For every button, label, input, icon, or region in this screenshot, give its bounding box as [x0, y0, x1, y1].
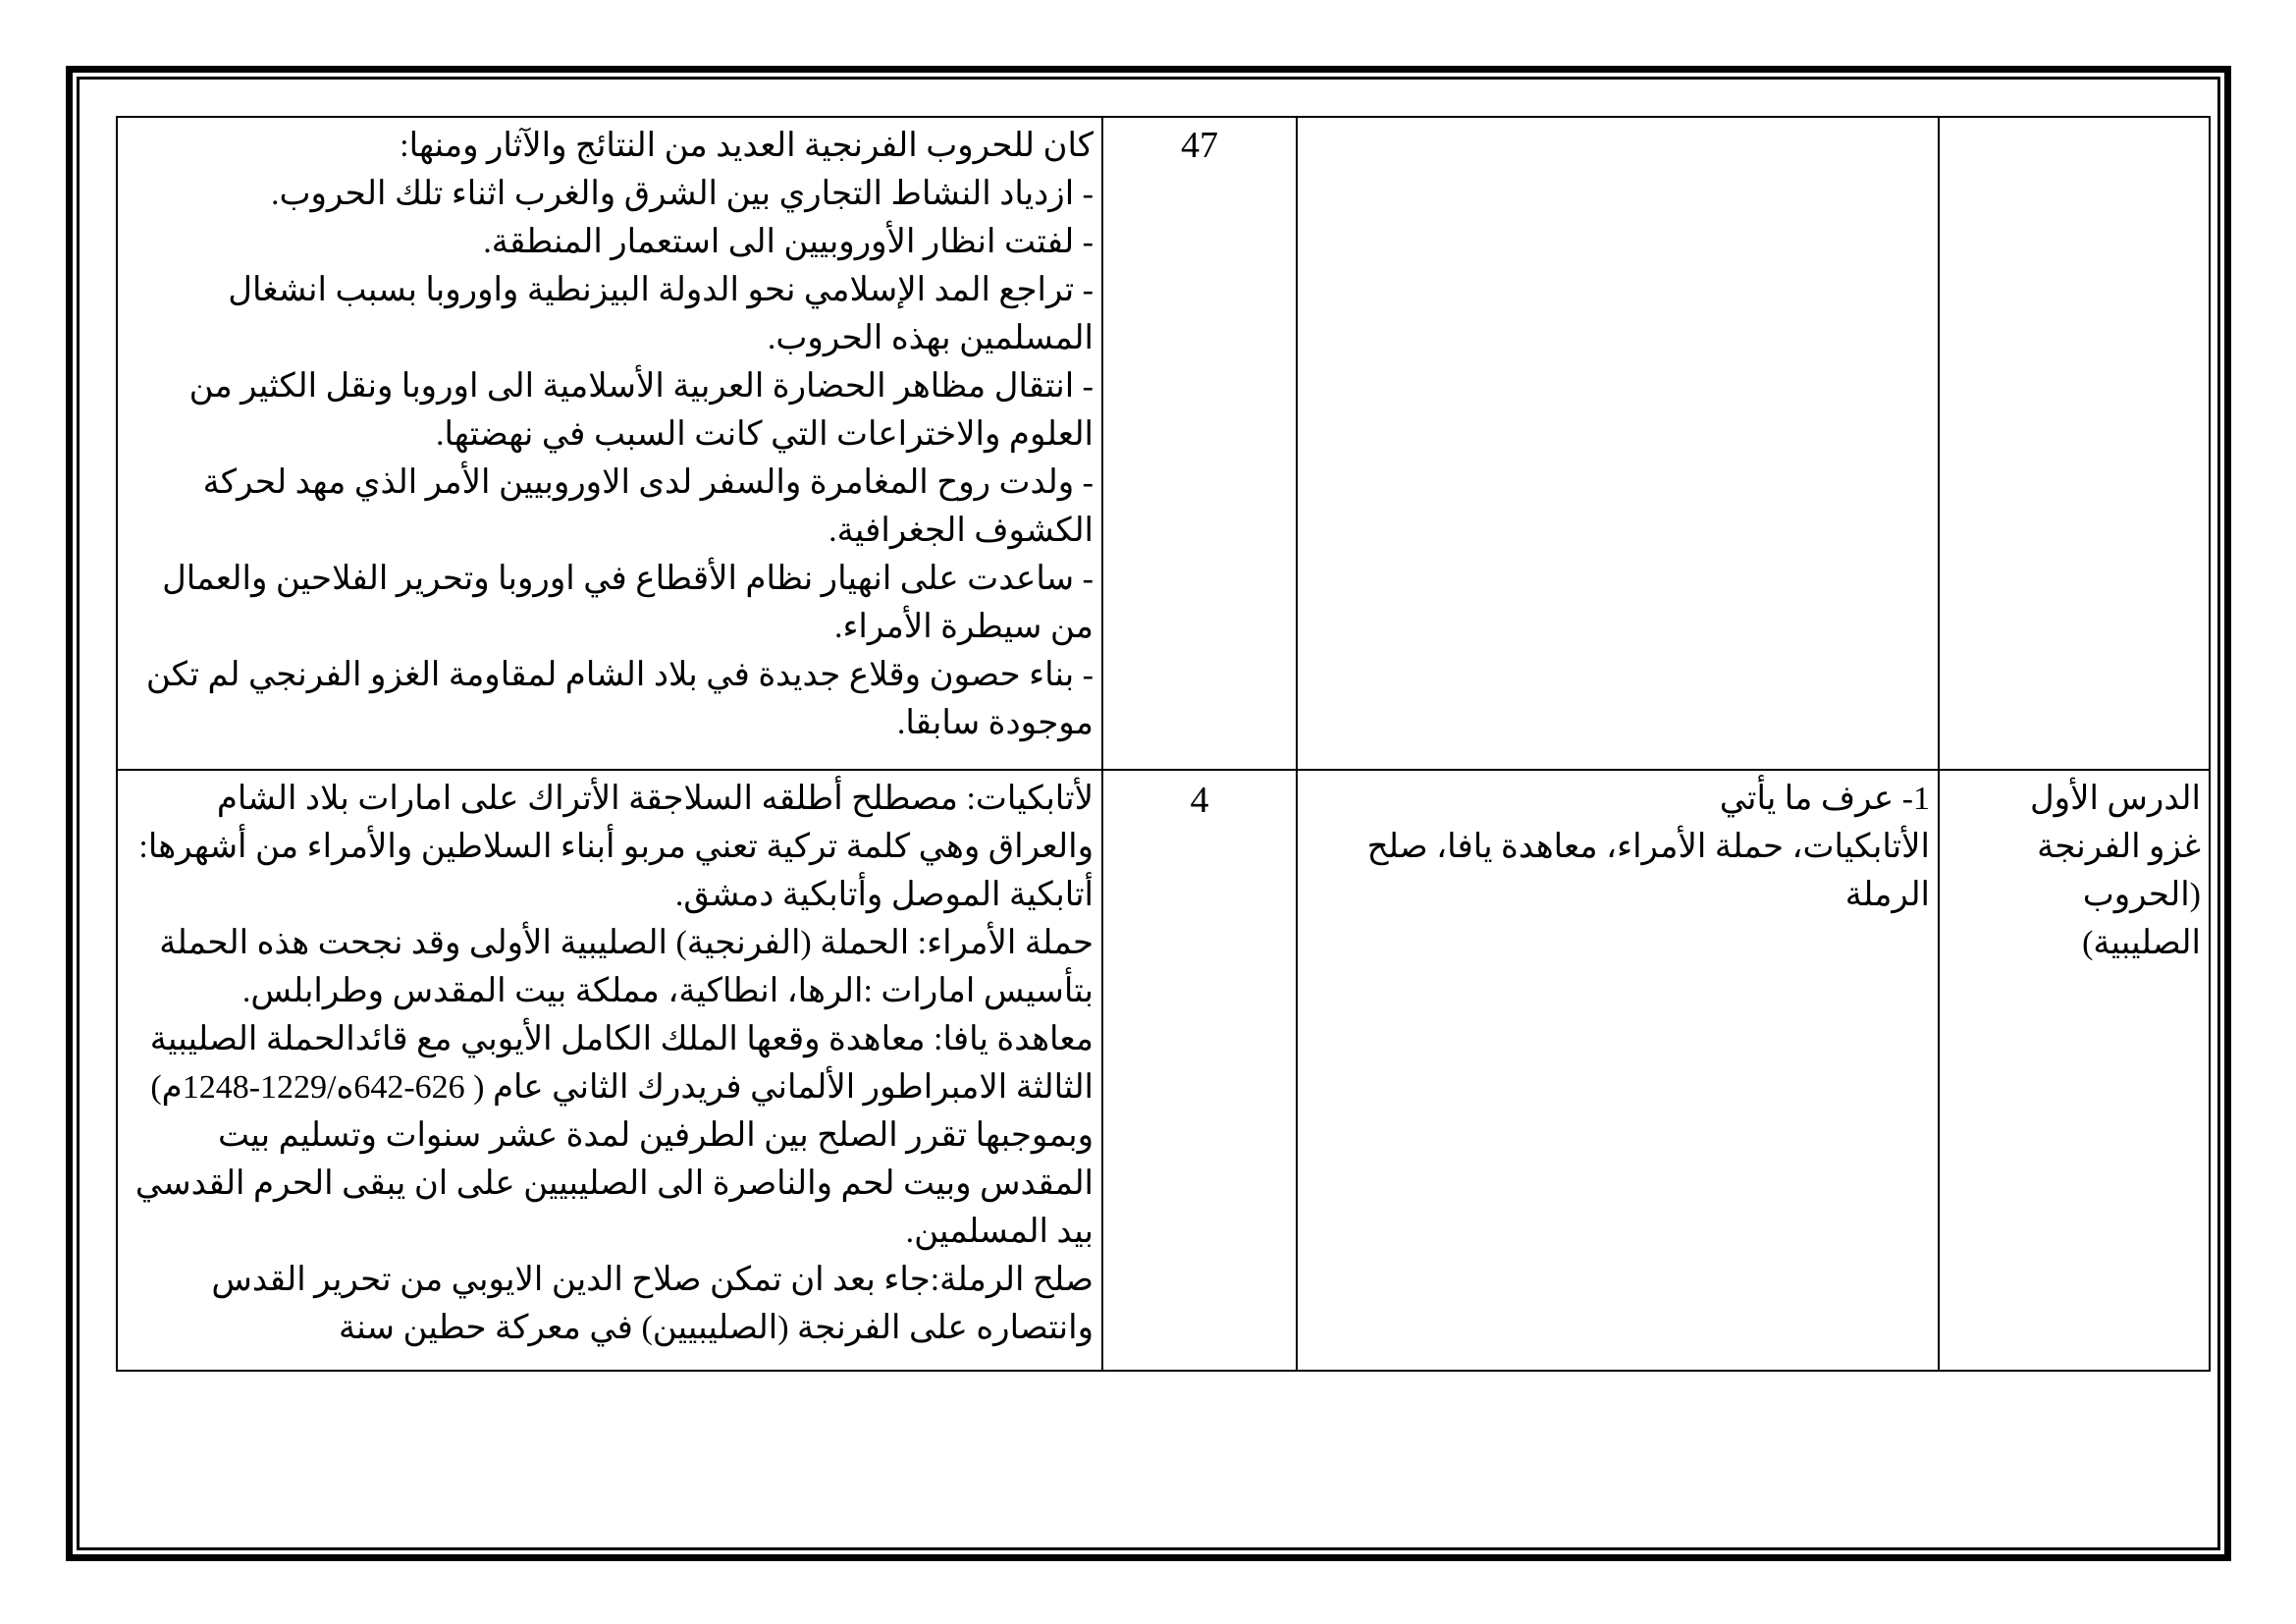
page-number-cell	[1102, 770, 1297, 1371]
objective-line: الأتابكيات، حملة الأمراء، معاهدة يافا، صلح الرملة	[1366, 829, 1930, 913]
content-cell	[117, 117, 1102, 770]
lesson-title-line: (الحروب	[2082, 877, 2201, 913]
lesson-cell	[1939, 117, 2210, 770]
content-line: - بناء حصون وقلاع جديدة في بلاد الشام لمقاومة الغزو الفرنجي لم تكن موجودة سابقا.	[145, 657, 1094, 741]
objective-cell	[1297, 770, 1939, 1371]
lesson-title-line: غزو الفرنجة	[2037, 829, 2201, 865]
page-number: 47	[1181, 125, 1218, 166]
content-line: - ساعدت على انهيار نظام الأقطاع في اوروبا وتحرير الفلاحين والعمال من سيطرة الأمراء.	[162, 561, 1094, 645]
content-line: كان للحروب الفرنجية العديد من النتائج والآثار ومنها:	[400, 128, 1094, 164]
content-line: - تراجع المد الإسلامي نحو الدولة البيزنطية واوروبا بسبب انشغال المسلمين بهذه الحروب.	[228, 272, 1094, 356]
page-number-cell	[1102, 117, 1297, 770]
content-line: - لفتت انظار الأوروبيين الى استعمار المنطقة.	[483, 224, 1094, 260]
content-line: - انتقال مظاهر الحضارة العربية الأسلامية الى اوروبا ونقل الكثير من العلوم والاختراعات التي كانت السبب في نهضتها.	[188, 368, 1094, 453]
lesson-cell	[1939, 770, 2210, 1371]
lesson-title-line: الصليبية)	[2082, 925, 2201, 961]
objective-line: 1- عرف ما يأتي	[1719, 781, 1930, 817]
table-row	[117, 770, 2210, 1371]
content-line: لأتابكيات: مصطلح أطلقه السلاجقة الأتراك على امارات بلاد الشام والعراق وهي كلمة تركية تعني مربو أبناء السلاطين والأمراء من أشهرها: أتابكية الموصل وأتابكية دمشق.	[138, 781, 1094, 913]
page-number: 4	[1190, 780, 1209, 821]
content-line: حملة الأمراء: الحملة (الفرنجية) الصليبية الأولى وقد نجحت هذه الحملة بتأسيس امارات :الرها، انطاكية، مملكة بيت المقدس وطرابلس.	[159, 925, 1094, 1009]
content-line: - ولدت روح المغامرة والسفر لدى الاوروبيين الأمر الذي مهد لحركة الكشوف الجغرافية.	[202, 464, 1094, 549]
content-line: - ازدياد النشاط التجاري بين الشرق والغرب اثناء تلك الحروب.	[271, 176, 1094, 212]
lesson-title-line: الدرس الأول	[2029, 781, 2201, 817]
table-row	[117, 117, 2210, 770]
content-line: صلح الرملة:جاء بعد ان تمكن صلاح الدين الايوبي من تحرير القدس وانتصاره على الفرنجة (الصليبيين) في معركة حطين سنة	[211, 1262, 1094, 1346]
content-line: معاهدة يافا: معاهدة وقعها الملك الكامل الأيوبي مع قائدالحملة الصليبية الثالثة الامبراطور الألماني فريدرك الثاني عام ( 626-642ه/1229-1248م) وبموجبها تقرر الصلح بين الطرفين لمدة عشر سنوات وتسليم بيت المقدس وبيت لحم والناصرة الى الصليبيين على ان يبقى الحرم القدسي بيد المسلمين.	[134, 1021, 1094, 1250]
lesson-table	[116, 116, 2211, 1372]
objective-cell	[1297, 117, 1939, 770]
content-cell	[117, 770, 1102, 1371]
